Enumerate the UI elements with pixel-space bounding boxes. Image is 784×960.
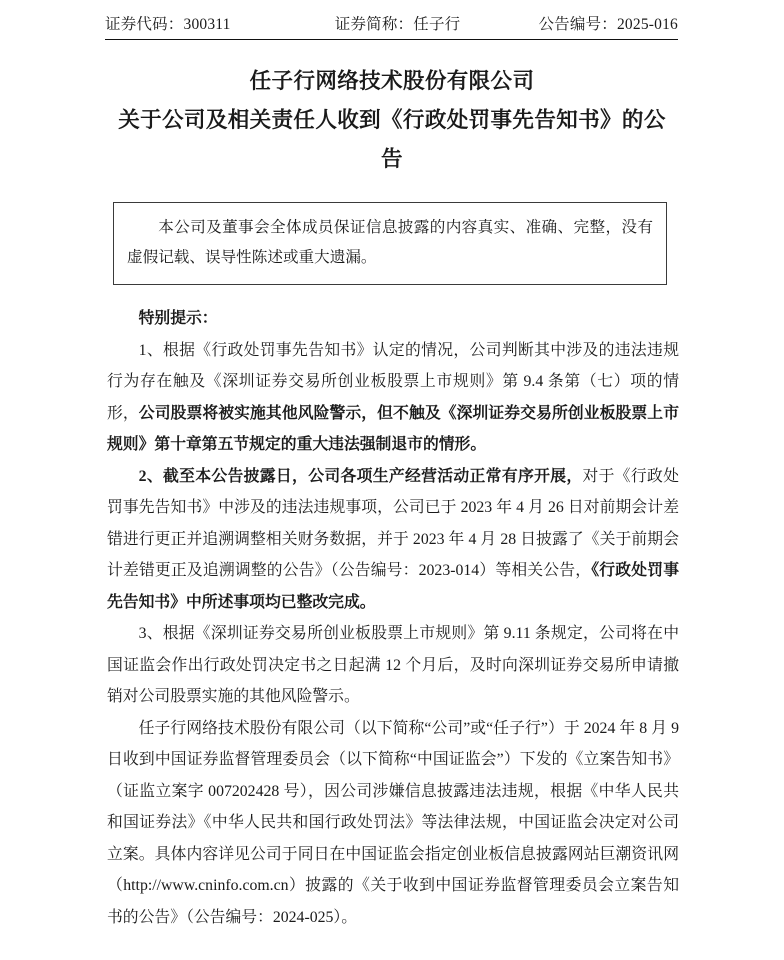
special-notice-label: 特别提示： <box>138 310 218 327</box>
stock-abbreviation: 证券简称：任子行 <box>334 16 461 33</box>
title-line-suffix: 告 <box>381 147 403 171</box>
notice-item-2 <box>107 461 679 619</box>
notice-item-3: 3、根据《深圳证券交易所创业板股票上市规则》第 9.11 条规定，公司将在中国证监会作出行政处罚决定书之日起满 12 个月后，及时向深圳证券交易所申请撤销对公司股票实施的其他风险警示。 <box>107 625 679 705</box>
header-divider <box>105 39 678 40</box>
notice-item-2-bold-lead: 2、截至本公告披露日，公司各项生产经营活动正常有序开展， <box>138 467 583 485</box>
title-line-subject: 关于公司及相关责任人收到《行政处罚事先告知书》的公 <box>118 108 666 132</box>
announcement-number: 公告编号：2025-016 <box>538 16 678 33</box>
body-paragraph-1: 任子行网络技术股份有限公司（以下简称“公司”或“任子行”）于 2024 年 8 月 9 日收到中国证券监督管理委员会（以下简称“中国证监会”）下发的《立案告知书》（证监立案字 007202428 号），因公司涉嫌信息披露违法违规，根据《中华人民共和国证券法》《中华人民共和国行政处罚法》等法律法规，中国证监会决定对公司立案。具体内容详见公司于同日在中国证监会指定创业板信息披露网站巨潮资讯网（http://www.cninfo.com.cn）披露的《关于收到中国证券监督管理委员会立案告知书的公告》（公告编号：2024-025）。 <box>107 719 679 926</box>
page-title <box>92 62 692 179</box>
notice-item-1-bold: 公司股票将被实施其他风险警示，但不触及《深圳证券交易所创业板股票上市规则》第十章第五节规定的重大违法强制退市的情形。 <box>107 404 679 453</box>
document-body <box>107 303 679 933</box>
responsibility-statement-text: 本公司及董事会全体成员保证信息披露的内容真实、准确、完整，没有虚假记载、误导性陈述或重大遗漏。 <box>127 219 653 266</box>
title-line-company: 任子行网络技术股份有限公司 <box>249 69 535 93</box>
notice-item-2-regular: 对于《行政处罚事先告知书》中涉及的违法违规事项，公司已于 2023 年 4 月 26 日对前期会计差错进行更正并追溯调整相关财务数据，并于 2023 年 4 月 28 日披露了《关于前期会计差错更正及追溯调整的公告》（公告编号：2023-014）等相关公告， <box>107 467 679 579</box>
notice-item-1 <box>107 335 679 461</box>
notice-item-1-regular: 1、根据《行政处罚事先告知书》认定的情况，公司判断其中涉及的违法违规行为存在触及《深圳证券交易所创业板股票上市规则》第 9.4 条第（七）项的情形， <box>107 341 679 422</box>
document-header <box>105 12 678 34</box>
responsibility-statement-box <box>113 202 667 285</box>
stock-code: 证券代码：300311 <box>105 16 231 33</box>
notice-item-2-bold-tail: 《行政处罚事先告知书》中所述事项均已整改完成。 <box>107 562 680 611</box>
